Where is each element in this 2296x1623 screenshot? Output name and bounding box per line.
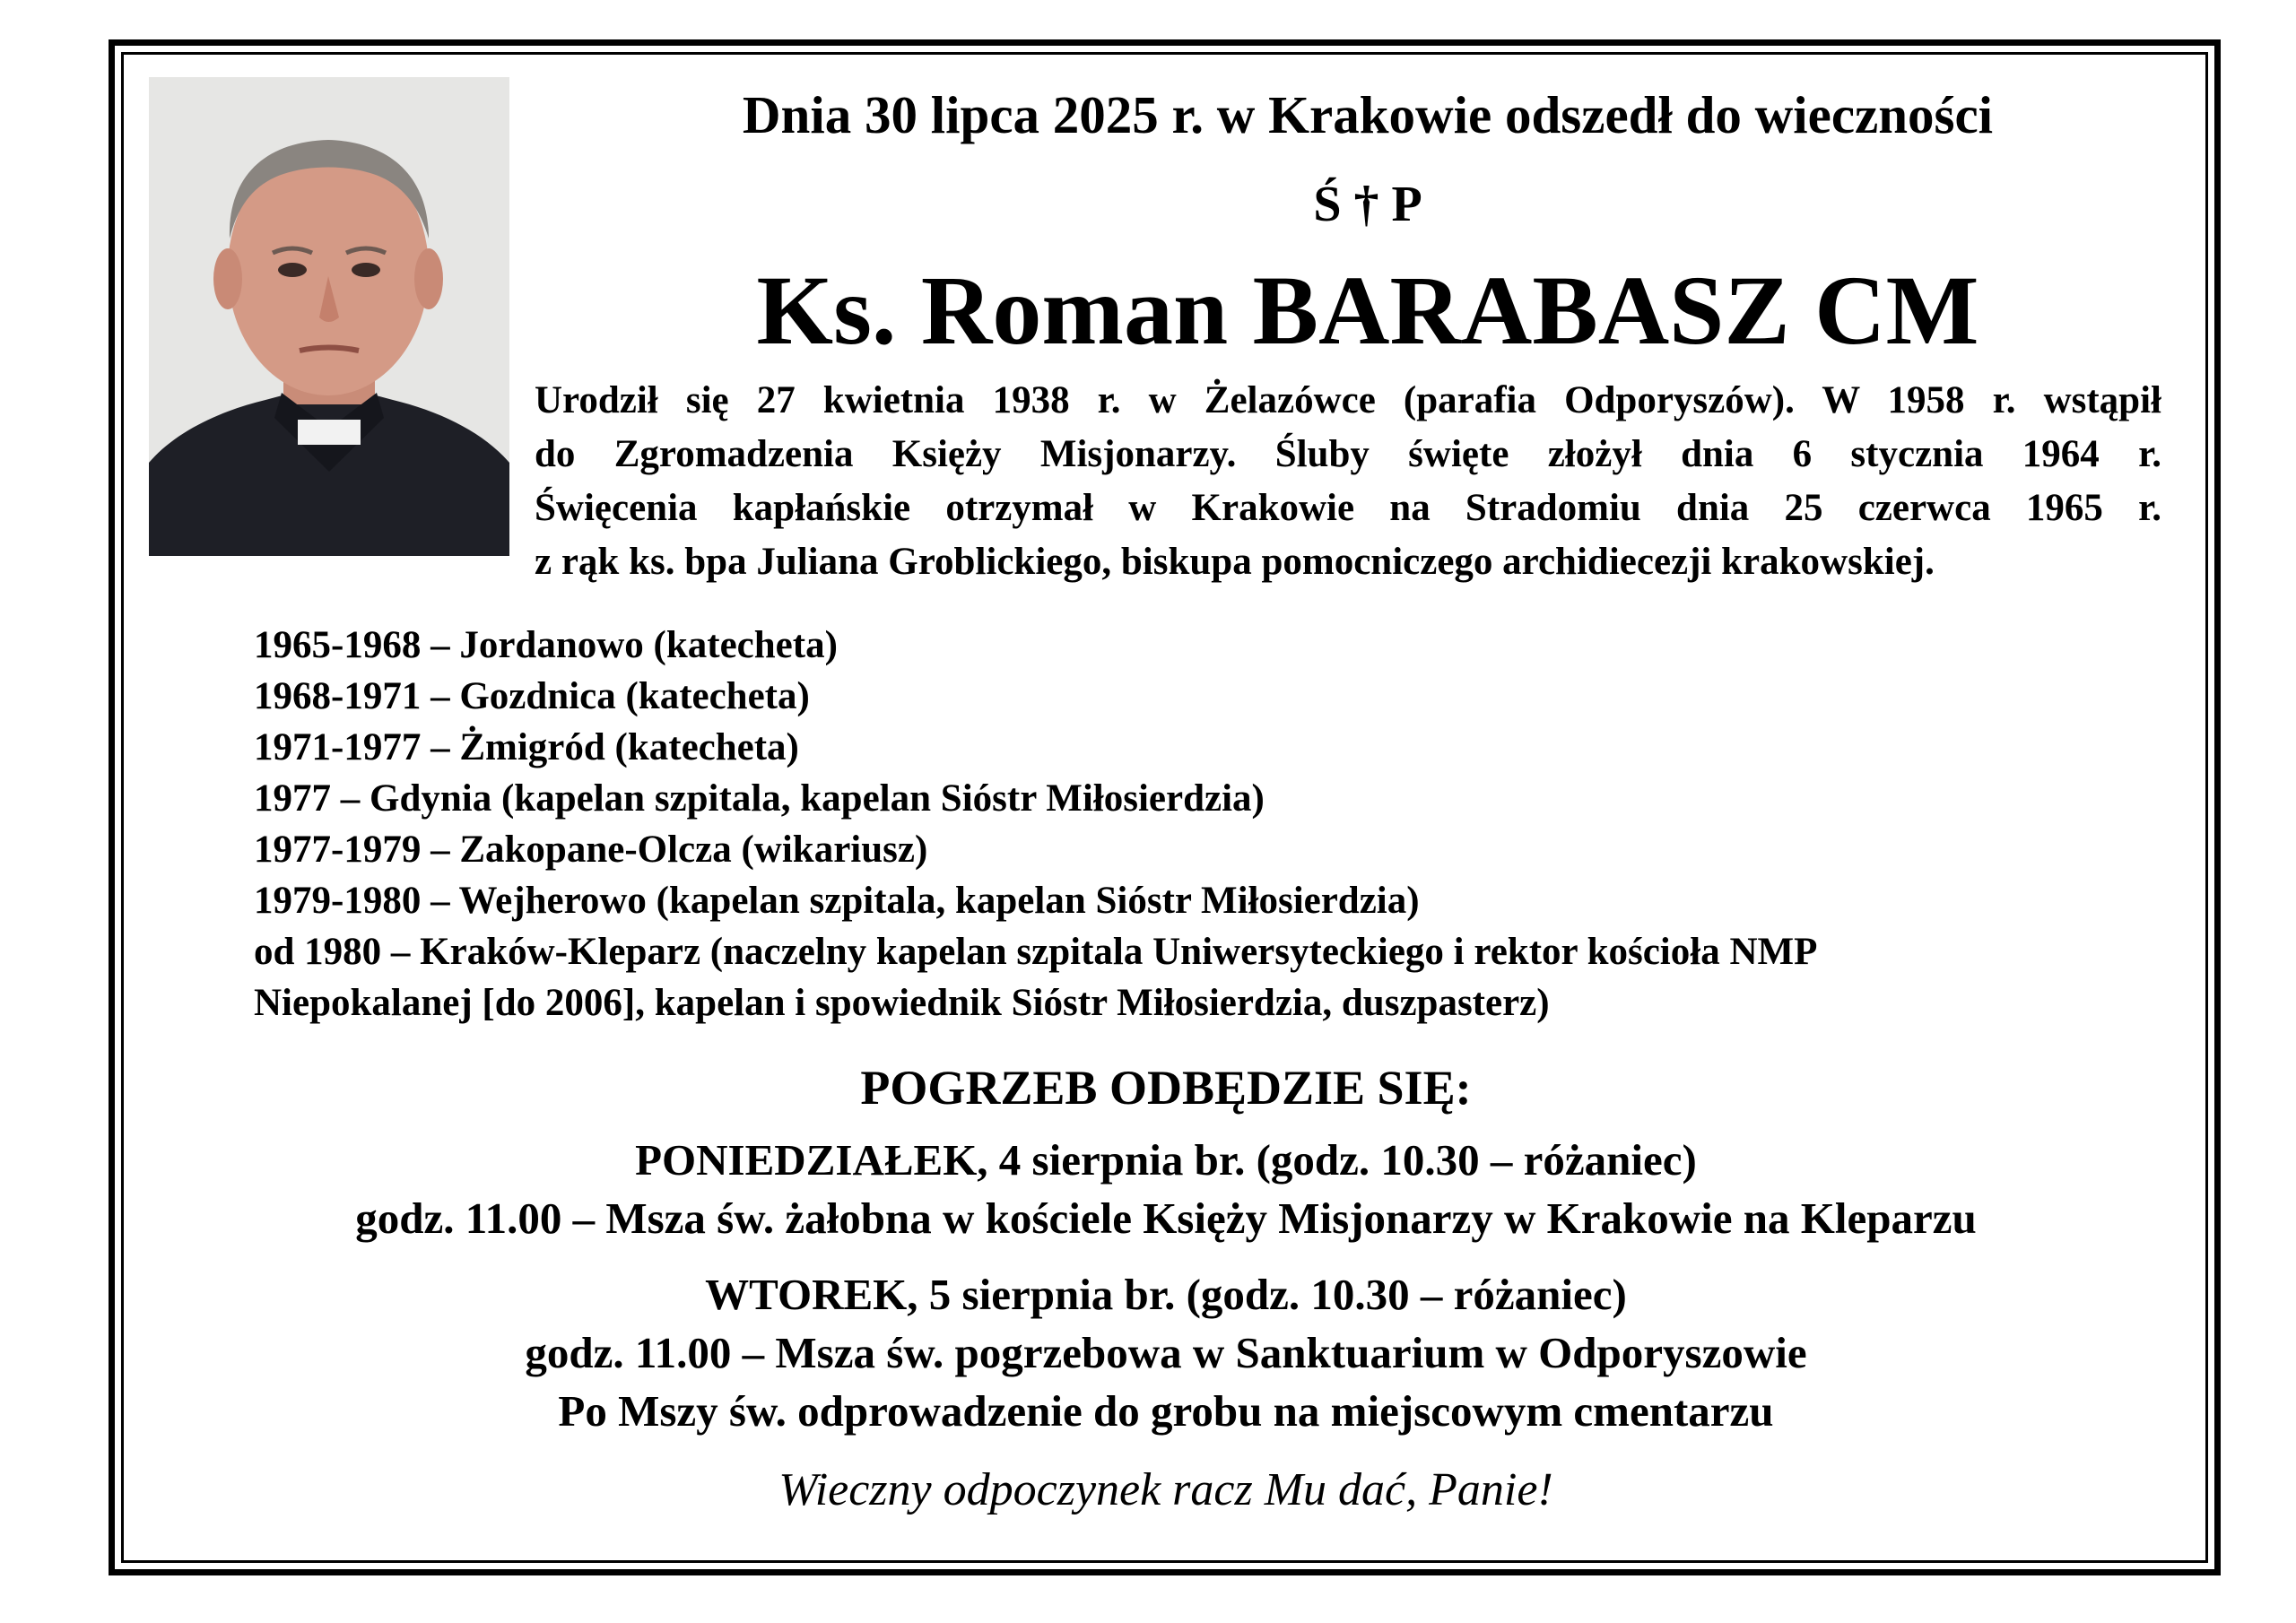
date-line: Dnia 30 lipca 2025 r. w Krakowie odszedł do wieczności [742, 85, 1994, 144]
closing-prayer: Wieczny odpoczynek racz Mu dać, Panie! [778, 1464, 1553, 1515]
bio-line: Święcenia kapłańskie otrzymał w Krakowie na Stradomiu dnia 25 czerwca 1965 r. [535, 487, 2161, 529]
funeral-day2-mass: godz. 11.00 – Msza św. pogrzebowa w Sanktuarium w Odporyszowie [525, 1328, 1807, 1377]
career-item: 1965-1968 – Jordanowo (katecheta) [254, 624, 838, 666]
career-list [254, 620, 2182, 1028]
biography [535, 374, 2161, 589]
career-item: 1979-1980 – Wejherowo (kapelan szpitala, kapelan Sióstr Miłosierdzia) [254, 880, 1420, 922]
deceased-name: Ks. Roman BARABASZ CM [756, 256, 1979, 365]
funeral-day2-burial: Po Mszy św. odprowadzenie do grobu na miejscowym cmentarzu [558, 1386, 1774, 1436]
career-item: 1968-1971 – Gozdnica (katecheta) [254, 675, 810, 717]
bio-line: z rąk ks. bpa Juliana Groblickiego, biskupa pomocniczego archidiecezji krakowskiej. [535, 541, 1935, 583]
career-item: od 1980 – Kraków-Kleparz (naczelny kapelan szpitala Uniwersyteckiego i rektor kościoła NMP [254, 931, 1818, 973]
funeral-day2: WTOREK, 5 sierpnia br. (godz. 10.30 – różaniec) [705, 1270, 1627, 1319]
funeral-day1: PONIEDZIAŁEK, 4 sierpnia br. (godz. 10.30 – różaniec) [635, 1135, 1697, 1185]
career-item: 1977-1979 – Zakopane-Olcza (wikariusz) [254, 829, 928, 871]
funeral-heading: POGRZEB ODBĘDZIE SIĘ: [860, 1061, 1472, 1115]
career-item: 1971-1977 – Żmigród (katecheta) [254, 726, 799, 768]
career-item: 1977 – Gdynia (kapelan szpitala, kapelan Sióstr Miłosierdzia) [254, 777, 1265, 820]
funeral-day1-mass: godz. 11.00 – Msza św. żałobna w kościele Księży Misjonarzy w Krakowie na Kleparzu [355, 1193, 1977, 1243]
career-item: Niepokalanej [do 2006], kapelan i spowiednik Sióstr Miłosierdzia, duszpasterz) [254, 982, 1550, 1024]
portrait-photo [149, 77, 509, 556]
bio-line: do Zgromadzenia Księży Misjonarzy. Śluby święte złożył dnia 6 stycznia 1964 r. [535, 433, 2161, 475]
sp-line: Ś † P [1313, 177, 1422, 232]
bio-line: Urodził się 27 kwietnia 1938 r. w Żelazówce (parafia Odporyszów). W 1958 r. wstąpił [535, 379, 2161, 421]
